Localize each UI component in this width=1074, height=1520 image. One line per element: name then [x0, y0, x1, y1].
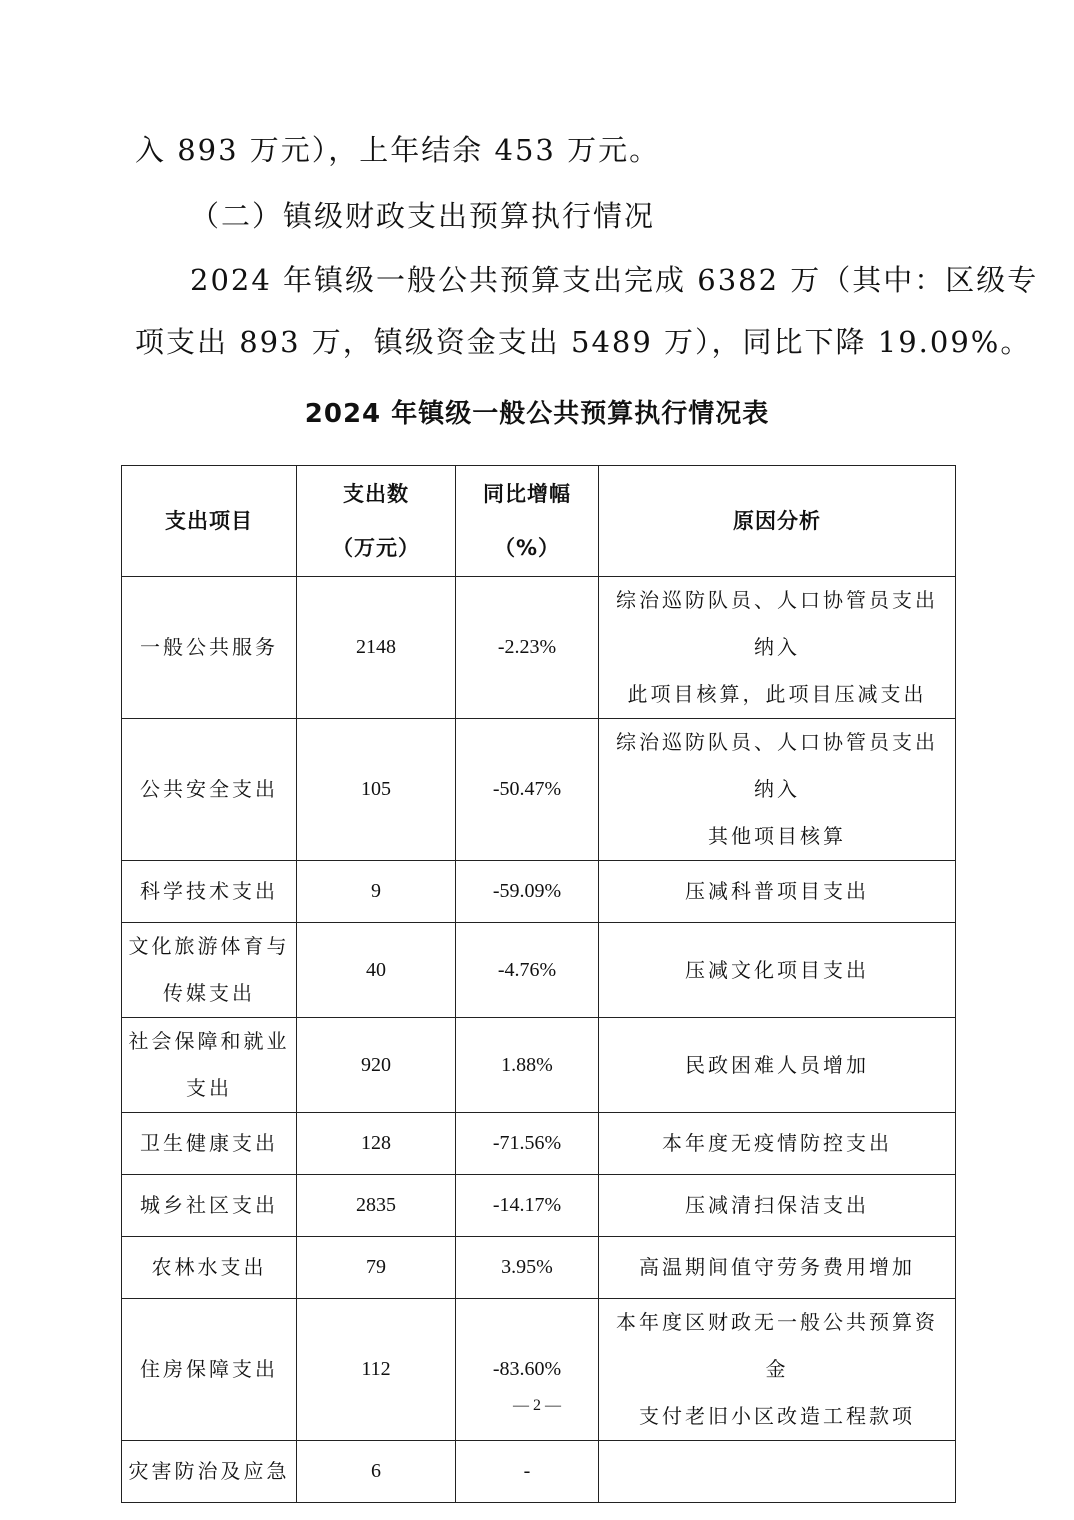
cell-item: 文化旅游体育与 传媒支出 — [122, 923, 297, 1018]
cell-item: 灾害防治及应急 — [122, 1441, 297, 1503]
cell-item: 一般公共服务 — [122, 577, 297, 719]
cell-item: 农林水支出 — [122, 1237, 297, 1299]
section-heading: （二）镇级财政支出预算执行情况 — [190, 199, 656, 233]
table-row — [122, 1175, 956, 1237]
budget-table — [121, 465, 956, 1503]
header-reason: 原因分析 — [599, 466, 956, 577]
cell-change: 3.95% — [456, 1237, 599, 1299]
cell-change: -14.17% — [456, 1175, 599, 1237]
table-row — [122, 577, 956, 719]
header-change: 同比增幅 （%） — [456, 466, 599, 577]
cell-change: -50.47% — [456, 719, 599, 861]
cell-item: 卫生健康支出 — [122, 1113, 297, 1175]
table-row — [122, 1113, 956, 1175]
cell-amount: 2835 — [297, 1175, 456, 1237]
header-amount: 支出数 （万元） — [297, 466, 456, 577]
cell-change: - — [456, 1441, 599, 1503]
cell-reason: 高温期间值守劳务费用增加 — [599, 1237, 956, 1299]
cell-reason: 本年度无疫情防控支出 — [599, 1113, 956, 1175]
cell-reason: 压减科普项目支出 — [599, 861, 956, 923]
cell-reason: 本年度区财政无一般公共预算资金 支付老旧小区改造工程款项 — [599, 1299, 956, 1441]
table-row — [122, 861, 956, 923]
cell-amount: 6 — [297, 1441, 456, 1503]
cell-reason: 压减清扫保洁支出 — [599, 1175, 956, 1237]
table-title: 2024 年镇级一般公共预算执行情况表 — [304, 399, 770, 429]
cell-amount: 105 — [297, 719, 456, 861]
header-item: 支出项目 — [122, 466, 297, 577]
cell-change: -71.56% — [456, 1113, 599, 1175]
table-row — [122, 719, 956, 861]
paragraph-line-1: 2024 年镇级一般公共预算支出完成 6382 万（其中：区级专 — [190, 263, 1039, 297]
cell-change: -2.23% — [456, 577, 599, 719]
cell-amount: 79 — [297, 1237, 456, 1299]
page-number: — 2 — — [513, 1397, 561, 1414]
cell-change: 1.88% — [456, 1018, 599, 1113]
paragraph-line-2: 项支出 893 万，镇级资金支出 5489 万），同比下降 19.09%。 — [135, 325, 1032, 359]
cell-reason: 综治巡防队员、人口协管员支出纳入 此项目核算，此项目压减支出 — [599, 577, 956, 719]
cell-change: -4.76% — [456, 923, 599, 1018]
cell-amount: 128 — [297, 1113, 456, 1175]
cell-amount: 112 — [297, 1299, 456, 1441]
cell-amount: 920 — [297, 1018, 456, 1113]
table-row — [122, 1237, 956, 1299]
cell-amount: 2148 — [297, 577, 456, 719]
cell-change: -59.09% — [456, 861, 599, 923]
cell-item: 住房保障支出 — [122, 1299, 297, 1441]
table-row — [122, 1441, 956, 1503]
cell-reason: 压减文化项目支出 — [599, 923, 956, 1018]
cell-reason: 综治巡防队员、人口协管员支出纳入 其他项目核算 — [599, 719, 956, 861]
cell-amount: 9 — [297, 861, 456, 923]
cell-reason — [599, 1441, 956, 1503]
cell-change: -83.60% — [456, 1299, 599, 1441]
cell-item: 公共安全支出 — [122, 719, 297, 861]
table-header-row — [122, 466, 956, 577]
cell-item: 社会保障和就业 支出 — [122, 1018, 297, 1113]
cell-item: 科学技术支出 — [122, 861, 297, 923]
table-row — [122, 1299, 956, 1441]
paragraph-continuation: 入 893 万元），上年结余 453 万元。 — [135, 133, 661, 167]
cell-reason: 民政困难人员增加 — [599, 1018, 956, 1113]
table-row — [122, 923, 956, 1018]
cell-item: 城乡社区支出 — [122, 1175, 297, 1237]
table-row — [122, 1018, 956, 1113]
cell-amount: 40 — [297, 923, 456, 1018]
